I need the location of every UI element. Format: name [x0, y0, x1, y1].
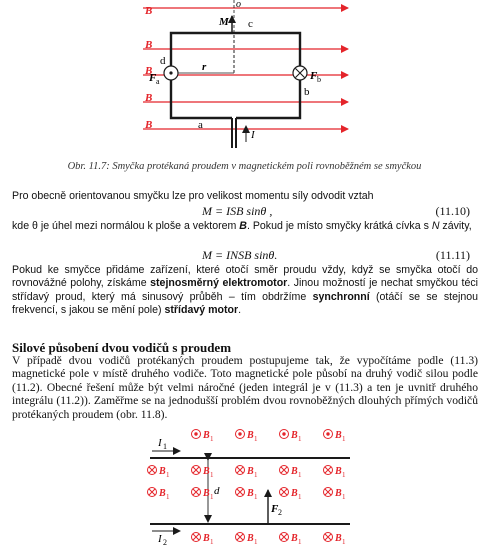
field-cross-icon: [236, 466, 245, 475]
field-sub: 1: [342, 435, 346, 443]
field-cross-icon: [324, 488, 333, 497]
field-cross-icon: [280, 533, 289, 542]
field-dot-icon: [324, 430, 333, 439]
field-cross-icon: [324, 533, 333, 542]
field-label: B: [291, 466, 298, 477]
field-cross-icon: [236, 533, 245, 542]
field-sub: 1: [298, 493, 302, 501]
field-dots-subs: [210, 435, 346, 443]
equation-11-10: [12, 204, 478, 218]
field-label-3: B: [145, 65, 153, 77]
field-sub: 1: [254, 538, 258, 546]
axis-label-o: o: [236, 0, 241, 10]
force-2-label: F: [271, 503, 279, 515]
field-sub: 1: [254, 493, 258, 501]
field-label: B: [291, 430, 298, 441]
field-sub: 1: [210, 471, 214, 479]
field-label: B: [291, 533, 298, 544]
field-dot-icon: [192, 430, 201, 439]
current-label: I: [251, 129, 255, 141]
p3-part-e: (otáčí se se stejnou frekvencí, s jakou se mění pole): [12, 290, 478, 316]
equation-11-10-number: (11.10): [435, 204, 470, 218]
field-cross-labels: [158, 466, 342, 544]
p2-vector-B: B: [239, 220, 247, 232]
p3-dc-motor: stejnosměrný elektromotor: [150, 277, 288, 290]
field-cross-icon: [236, 488, 245, 497]
side-label-c: c: [248, 18, 253, 30]
equation-11-10-formula: M = ISB sinθ ,: [202, 204, 273, 218]
radius-label: r: [202, 61, 207, 73]
field-label: B: [203, 488, 210, 499]
distance-label: d: [214, 485, 220, 497]
field-label: B: [335, 488, 342, 499]
field-crosses: [148, 466, 333, 542]
equation-11-11-number: (11.11): [435, 248, 470, 262]
field-label: B: [247, 430, 254, 441]
side-label-d: d: [160, 55, 166, 67]
field-sub: 1: [342, 538, 346, 546]
field-sub: 1: [298, 471, 302, 479]
force-a-label: F: [149, 72, 157, 84]
field-labels: [144, 5, 152, 131]
equation-11-11: [12, 248, 478, 262]
torque-label: M: [219, 16, 229, 28]
force-a-sub: a: [156, 77, 160, 86]
field-dots-labels: [202, 430, 342, 441]
field-label: B: [335, 466, 342, 477]
field-label: B: [203, 533, 210, 544]
field-label: B: [247, 533, 254, 544]
field-cross-icon: [280, 488, 289, 497]
field-sub: 1: [254, 435, 258, 443]
field-sub: 1: [298, 435, 302, 443]
field-cross-subs: [166, 471, 346, 546]
current-1-sub: 1: [163, 442, 167, 451]
field-sub: 1: [166, 471, 170, 479]
field-label-2: B: [145, 39, 153, 51]
field-cross-icon: [192, 466, 201, 475]
p3-ac-motor: střídavý motor: [164, 303, 239, 316]
field-cross-icon: [280, 466, 289, 475]
field-sub: 1: [254, 471, 258, 479]
field-label: B: [335, 533, 342, 544]
field-cross-icon: [192, 533, 201, 542]
field-label: B: [203, 430, 210, 441]
force-2-sub: 2: [278, 508, 282, 517]
wire-d-dot-icon: [169, 71, 172, 74]
paragraph-two-wires: V případě dvou vodičů protékaných proudem postupujeme tak, že vypočítáme podle (11.3) magnetické pole v místě druhého vodiče. Toto magnetické pole působí na druhý vodič silou podle (11.2). Obecné řešení může být velmi náročné (jeden integrál je v (11.3) a ten je uvnitř druhého integrálu (11.2)). Zaměřme se na jednodušší problém dvou rovnoběžných dlouhých přímých vodičů protékaných proudem (obr. 11.8).: [12, 354, 478, 421]
paragraph-motor: [12, 264, 478, 317]
p2-N: N: [431, 220, 440, 232]
field-dot-icon: [236, 430, 245, 439]
side-label-a: a: [198, 119, 203, 131]
field-label: B: [159, 466, 166, 477]
field-sub: 1: [342, 493, 346, 501]
field-label: B: [291, 488, 298, 499]
current-1-label: I: [158, 437, 162, 449]
field-label: B: [203, 466, 210, 477]
figure-loop-in-field: [0, 0, 489, 176]
field-label: B: [247, 466, 254, 477]
field-cross-icon: [192, 488, 201, 497]
equation-11-11-formula: M = INSB sinθ.: [202, 248, 278, 262]
field-cross-icon: [148, 488, 157, 497]
force-b-label: F: [310, 70, 318, 82]
p3-part-c: . Jinou možností je nechat smyčkou téci střídavý proud, který má sinusový průběh – tím obdržíme: [12, 277, 478, 303]
p3-part-a: Pokud ke smyčce přidáme zařízení, které otočí směr proudu vždy, když se smyčka otočí do rovnovážné polohy, získáme: [12, 264, 478, 290]
current-2-sub: 2: [163, 538, 167, 547]
p3-synchronous: synchronní: [312, 290, 370, 303]
field-cross-icon: [324, 466, 333, 475]
figure-caption: Obr. 11.7: Smyčka protékaná proudem v magnetickém poli rovnoběžném se smyčkou: [67, 161, 422, 172]
field-label: B: [159, 488, 166, 499]
figure-two-wires: [0, 424, 489, 547]
current-2-label: I: [158, 533, 162, 545]
field-sub: 1: [342, 471, 346, 479]
field-label: B: [247, 488, 254, 499]
force-b-sub: b: [317, 75, 321, 84]
field-sub: 1: [298, 538, 302, 546]
field-sub: 1: [210, 493, 214, 501]
field-label-1: B: [145, 5, 153, 17]
field-cross-icon: [148, 466, 157, 475]
field-sub: 1: [210, 435, 214, 443]
field-dot-icon: [280, 430, 289, 439]
p3-part-g: .: [238, 303, 242, 316]
field-sub: 1: [166, 493, 170, 501]
paragraph-intro: Pro obecně orientovanou smyčku lze pro velikost momentu síly odvodit vztah: [12, 190, 374, 202]
p2-part-c: . Pokud je místo smyčky krátká cívka s: [246, 220, 432, 232]
field-label-4: B: [145, 92, 153, 104]
p2-part-e: závity,: [439, 220, 472, 232]
side-label-b: b: [304, 86, 310, 98]
paragraph-theta: [12, 220, 478, 233]
field-label-5: B: [145, 119, 153, 131]
field-label: B: [335, 430, 342, 441]
p2-part-a: kde θ je úhel mezi normálou k ploše a vektorem: [12, 220, 240, 232]
section-heading: Silové působení dvou vodičů s proudem: [12, 340, 232, 355]
field-sub: 1: [210, 538, 214, 546]
